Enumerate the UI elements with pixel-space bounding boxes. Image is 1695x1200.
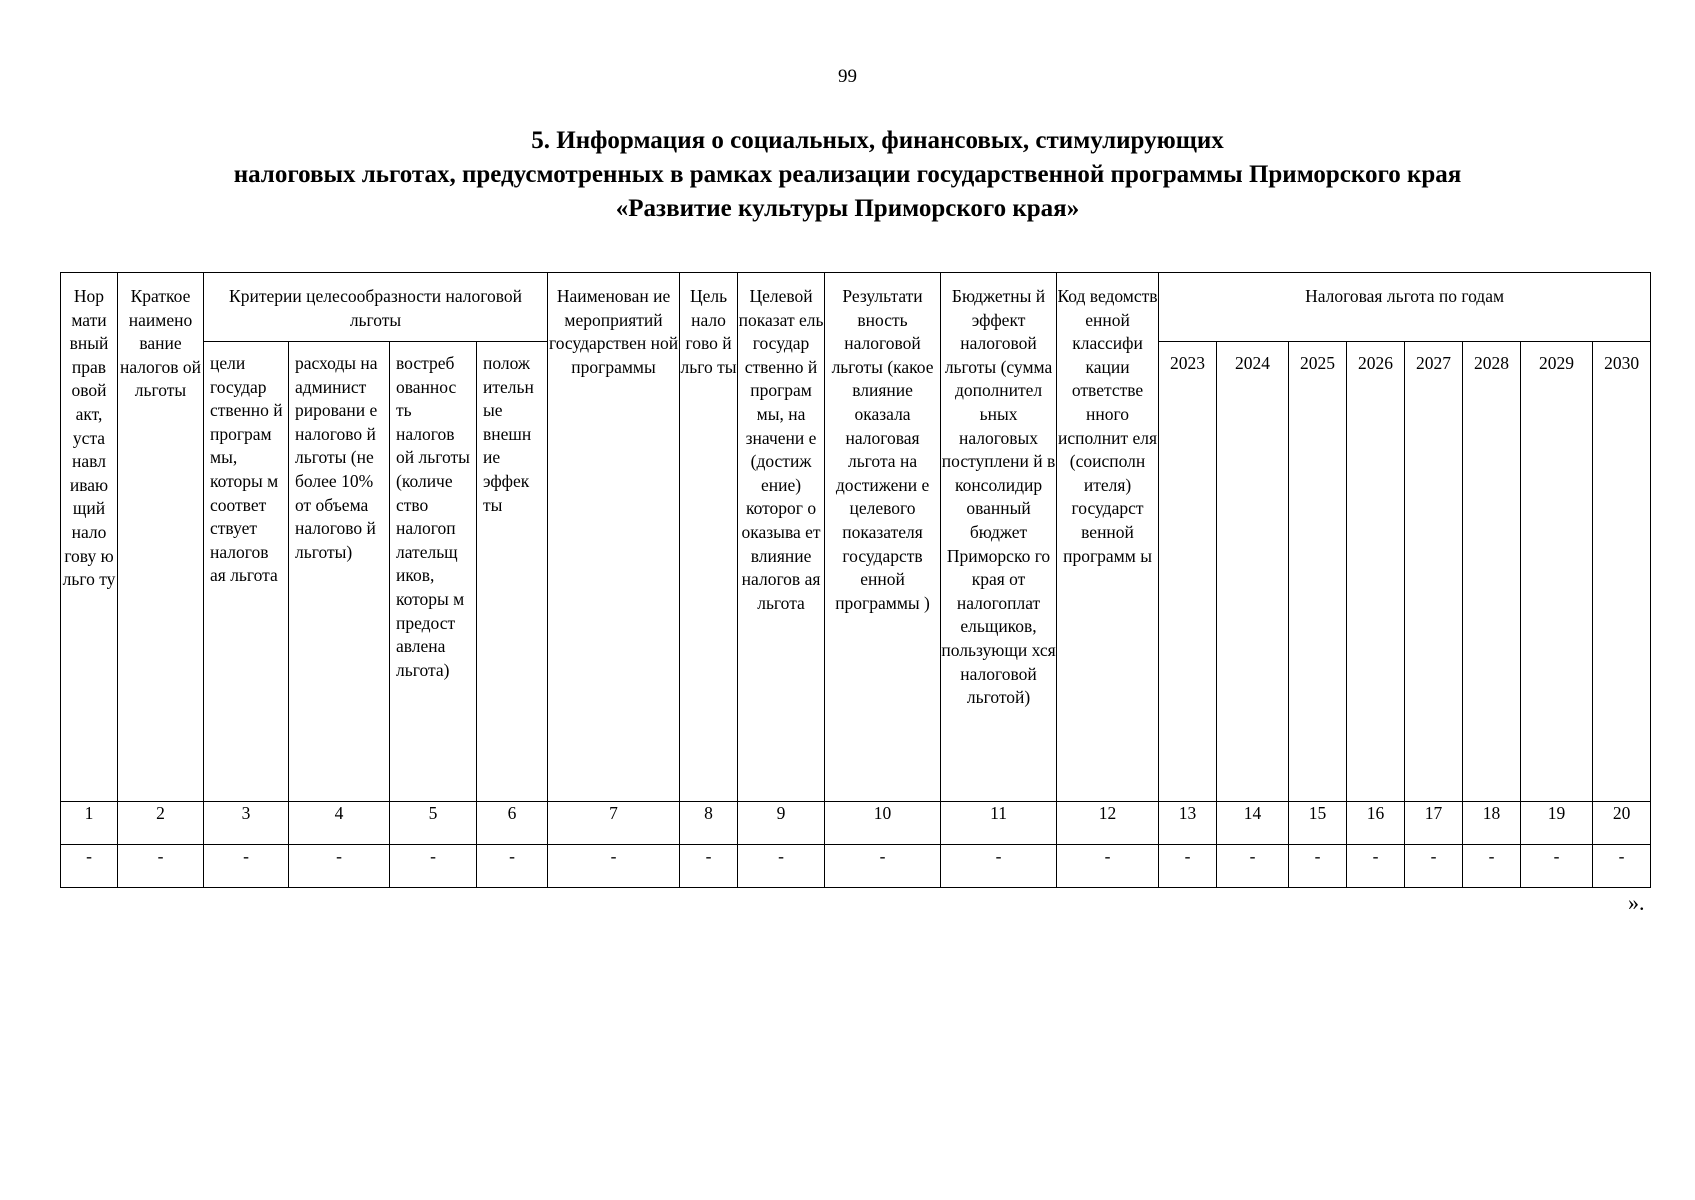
table-cell: - [61,845,118,888]
header-program-goals: цели государ ственно й програм мы, которы м соответ ствует налогов ая льгота [204,342,289,802]
header-short-name: Краткое наимено вание налогов ой льготы [118,273,204,802]
column-number: 2 [118,802,204,845]
header-external-effects: полож ительн ые внешн ие эффек ты [477,342,548,802]
column-number: 1 [61,802,118,845]
header-year: 2024 [1217,342,1289,802]
table-cell: - [204,845,289,888]
header-admin-costs: расходы на админист рировани е налогово й льготы (не более 10% от объема налогово й льготы) [289,342,390,802]
table-cell: - [1289,845,1347,888]
table-cell: - [390,845,477,888]
column-number: 18 [1463,802,1521,845]
table-cell: - [118,845,204,888]
column-number: 12 [1057,802,1159,845]
header-budget-effect: Бюджетны й эффект налоговой льготы (сумма дополнител ьных налоговых поступлени й в консолидир ованный бюджет Приморско го края от налогоплат ельщиков, пользующи хся налоговой льготой) [941,273,1057,802]
column-number: 20 [1593,802,1651,845]
tax-benefits-table [60,272,1651,888]
table-cell: - [1159,845,1217,888]
table-cell: - [941,845,1057,888]
header-row-1 [61,273,1651,342]
column-number: 14 [1217,802,1289,845]
header-year: 2027 [1405,342,1463,802]
header-criteria-group: Критерии целесообразности налоговой льготы [204,273,548,342]
table-cell: - [1217,845,1289,888]
column-number: 6 [477,802,548,845]
table-cell: - [825,845,941,888]
header-activities-name: Наименован ие мероприятий государствен ной программы [548,273,680,802]
closing-quote: ». [1628,890,1645,915]
column-number: 19 [1521,802,1593,845]
header-years-group: Налоговая льгота по годам [1159,273,1651,342]
header-department-code: Код ведомств енной классифи кации ответстве нного исполнит еля (соисполн ителя) государст венной программ ы [1057,273,1159,802]
title-line-3: «Развитие культуры Приморского края» [615,195,1080,222]
column-number: 9 [738,802,825,845]
column-number: 10 [825,802,941,845]
column-number: 7 [548,802,680,845]
header-target-indicator: Целевой показат ель государ ственно й програм мы, на значени е (достиж ение) которог о оказыва ет влияние налогов ая льгота [738,273,825,802]
title-line-2: налоговых льготах, предусмотренных в рамках реализации государственной программы Приморского края [233,161,1462,188]
header-year: 2025 [1289,342,1347,802]
column-number: 3 [204,802,289,845]
header-year: 2030 [1593,342,1651,802]
header-year: 2026 [1347,342,1405,802]
column-number: 4 [289,802,390,845]
column-number: 8 [680,802,738,845]
table-cell: - [1463,845,1521,888]
table-row [61,845,1651,888]
column-number: 15 [1289,802,1347,845]
page-number: 99 [838,66,857,87]
table-cell: - [1521,845,1593,888]
title-line-1: 5. Информация о социальных, финансовых, стимулирующих [531,127,1224,154]
table-cell: - [680,845,738,888]
document-title [0,124,1695,226]
table-cell: - [1057,845,1159,888]
header-year: 2023 [1159,342,1217,802]
column-number: 13 [1159,802,1217,845]
table-cell: - [1593,845,1651,888]
header-effectiveness: Результати вность налоговой льготы (какое влияние оказала налоговая льгота на достижени е целевого показателя государств енной программы ) [825,273,941,802]
column-number: 17 [1405,802,1463,845]
column-number-row [61,802,1651,845]
header-demand: востреб ованнос ть налогов ой льготы (количе ство налогоп лательщ иков, которы м предост авлена льгота) [390,342,477,802]
table-cell: - [477,845,548,888]
table-cell: - [1405,845,1463,888]
table-cell: - [289,845,390,888]
header-benefit-goal: Цель нало гово й льго ты [680,273,738,802]
column-number: 11 [941,802,1057,845]
header-normative-act: Нор мати вный прав овой акт, уста навл иваю щий нало гову ю льго ту [61,273,118,802]
table-cell: - [1347,845,1405,888]
header-year: 2029 [1521,342,1593,802]
table-cell: - [548,845,680,888]
column-number: 16 [1347,802,1405,845]
table-cell: - [738,845,825,888]
column-number: 5 [390,802,477,845]
header-year: 2028 [1463,342,1521,802]
